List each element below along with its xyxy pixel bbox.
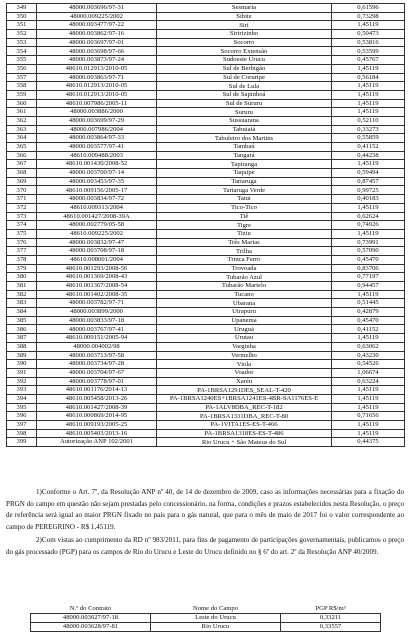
contract-number: 48000.003704/97-67 [37, 368, 157, 377]
pgp-cell-field: Rio Urucu [151, 623, 281, 632]
contract-number: 48000.003767/97-41 [37, 325, 157, 334]
contract-number: 48000.003577/97-41 [37, 143, 157, 152]
note-2: 2)Com vistas ao cumprimento da RD nº 983/2011, para fins de pagamento de participações governamentais, publicamos o preço do gás processado (PGP) para os campos de Rio do Urucu e Leste do Urucu definido no § 6º do art. 2º da Resolução ANP 40/2009. [6, 536, 404, 556]
pgp-cell-price: 0,33557 [281, 623, 381, 632]
contract-number: 48610.009156/2005-17 [37, 186, 157, 195]
pgp-header-row [31, 605, 381, 614]
contract-number: 48000.003734/97-28 [37, 360, 157, 369]
price-value: 0,44375 [332, 438, 405, 447]
row-number: 383 [7, 299, 37, 308]
table-row [7, 143, 405, 152]
notes [6, 487, 404, 561]
table-row [7, 342, 405, 351]
field-name: Siririzinho [157, 30, 332, 39]
contract-number: 48610.001176/2014-13 [37, 386, 157, 395]
price-value: 1,45119 [332, 386, 405, 395]
row-number: 354 [7, 47, 37, 56]
field-name: Sul de Berbigão [157, 64, 332, 73]
row-number: 379 [7, 264, 37, 273]
price-value: 0,99725 [332, 186, 405, 195]
table-row [7, 186, 405, 195]
prgn-table-body [7, 4, 405, 447]
table-row [7, 351, 405, 360]
row-number: 363 [7, 125, 37, 134]
row-number: 361 [7, 108, 37, 117]
table-row [7, 151, 405, 160]
table-row [7, 264, 405, 273]
field-name: Sururu [157, 108, 332, 117]
price-value: 0,73991 [332, 238, 405, 247]
row-number: 371 [7, 195, 37, 204]
price-value: 0,43230 [332, 351, 405, 360]
price-value: 1,45119 [332, 90, 405, 99]
contract-number: 48610.001427/2008-39A [37, 212, 157, 221]
price-value: 0,73298 [332, 12, 405, 21]
row-number: 372 [7, 203, 37, 212]
table-row [7, 134, 405, 143]
field-name: PA-1VITA1ES-ES-T-466 [157, 421, 332, 430]
field-name: Uruguá [157, 325, 332, 334]
table-row [7, 99, 405, 108]
row-number: 351 [7, 21, 37, 30]
field-name: Tubarão Martelo [157, 282, 332, 291]
field-name: Uirapuru [157, 308, 332, 317]
row-number: 352 [7, 30, 37, 39]
table-row [7, 38, 405, 47]
field-name: Upanema [157, 316, 332, 325]
contract-number: 48000.007986/2004 [37, 125, 157, 134]
table-row [7, 316, 405, 325]
pgp-header-price: PGP R$/m³ [281, 605, 381, 614]
table-row [7, 82, 405, 91]
table-row [7, 334, 405, 343]
table-row [7, 160, 405, 169]
row-number: 397 [7, 421, 37, 430]
contract-number: 48000.003697/97-01 [37, 38, 157, 47]
table-row [7, 169, 405, 178]
field-name: Sudoeste Urucu [157, 56, 332, 65]
price-value: 0,44238 [332, 151, 405, 160]
price-value: 0,63062 [332, 342, 405, 351]
price-value: 0,74926 [332, 221, 405, 230]
row-number: 386 [7, 325, 37, 334]
field-name: Tiziu [157, 229, 332, 238]
contract-number: 48000.003833/97-18 [37, 316, 157, 325]
contract-number: 48000.003863/97-71 [37, 73, 157, 82]
field-name: Trovoada [157, 264, 332, 273]
table-row [7, 299, 405, 308]
contract-number: 48610.007986/2005-11 [37, 99, 157, 108]
pgp-table [30, 605, 381, 632]
table-row [7, 282, 405, 291]
field-name: PA-1BRSA1240ES+1BRSA1241ES-4BR-SA1176ES-E [157, 394, 332, 403]
price-value: 1,45119 [332, 421, 405, 430]
field-name: Tucano [157, 290, 332, 299]
table-row [7, 360, 405, 369]
field-name: Sul de Coruripe [157, 73, 332, 82]
table-row [7, 255, 405, 264]
contract-number: 48000.003698/97-66 [37, 47, 157, 56]
contract-number: 48000.003699/97-29 [37, 116, 157, 125]
price-value: 1,45119 [332, 203, 405, 212]
row-number: 376 [7, 238, 37, 247]
field-name: Siri [157, 21, 332, 30]
price-value: 1,45119 [332, 160, 405, 169]
price-value: 0,42879 [332, 308, 405, 317]
row-number: 360 [7, 99, 37, 108]
price-value: 1,45119 [332, 229, 405, 238]
contract-number: 48000.009225/2002 [37, 12, 157, 21]
table-row [7, 116, 405, 125]
field-name: Varginha [157, 342, 332, 351]
table-row [7, 403, 405, 412]
table-row [7, 229, 405, 238]
field-name: Ubarana [157, 299, 332, 308]
field-name: Voador [157, 368, 332, 377]
price-value: 1,45119 [332, 64, 405, 73]
field-name: Sibite [157, 12, 332, 21]
row-number: 394 [7, 394, 37, 403]
field-name: Tartaruga Verde [157, 186, 332, 195]
price-value: 1,45119 [332, 394, 405, 403]
row-number: 384 [7, 308, 37, 317]
row-number: 387 [7, 334, 37, 343]
contract-number: 48000.003886/2000 [37, 108, 157, 117]
contract-number: 48610.009313/2004 [37, 203, 157, 212]
field-name: Tambaú [157, 143, 332, 152]
contract-number: 48000.003477/97-22 [37, 21, 157, 30]
field-name: Sul de Lula [157, 82, 332, 91]
table-row [7, 47, 405, 56]
row-number: 395 [7, 403, 37, 412]
price-value: 0,41152 [332, 325, 405, 334]
field-name: Tubarão Azul [157, 273, 332, 282]
price-value: 0,55859 [332, 134, 405, 143]
contract-number: 48000.003782/97-71 [37, 299, 157, 308]
table-row [7, 308, 405, 317]
field-name: Socorro [157, 38, 332, 47]
row-number: 369 [7, 177, 37, 186]
row-number: 380 [7, 273, 37, 282]
contract-number: 48000.004002/98 [37, 342, 157, 351]
table-row [7, 125, 405, 134]
row-number: 388 [7, 342, 37, 351]
price-value: 1,45119 [332, 21, 405, 30]
field-name: PA-1ALV8DBA_REC-T-182 [157, 403, 332, 412]
contract-number: 48610.001427/2008-39 [37, 403, 157, 412]
row-number: 364 [7, 134, 37, 143]
table-row [7, 30, 405, 39]
contract-number: 48610.005403/2013-16 [37, 429, 157, 438]
price-value: 1,45119 [332, 290, 405, 299]
row-number: 359 [7, 90, 37, 99]
row-number: 356 [7, 64, 37, 73]
row-number: 398 [7, 429, 37, 438]
price-value: 0,50473 [332, 30, 405, 39]
price-value: 0,33273 [332, 125, 405, 134]
field-name: Tabuleiro dos Martins [157, 134, 332, 143]
table-row [7, 273, 405, 282]
table-row [7, 177, 405, 186]
row-number: 392 [7, 377, 37, 386]
pgp-cell-contract: 48000.003628/97-81 [31, 623, 151, 632]
contract-number: 48000.003713/97-58 [37, 351, 157, 360]
contract-number: 48610.012913/2010-05 [37, 90, 157, 99]
field-name: PA-1BRSA1331DBA_REC-T-80 [157, 412, 332, 421]
price-value: 1,06674 [332, 368, 405, 377]
price-value: 0,53599 [332, 47, 405, 56]
price-value: 0,62624 [332, 212, 405, 221]
pgp-row [31, 614, 381, 623]
pgp-cell-field: Leste do Urucu [151, 614, 281, 623]
table-row [7, 90, 405, 99]
field-name: Tangará [157, 151, 332, 160]
contract-number: 48000.002779/05-58 [37, 221, 157, 230]
pgp-header-contract: N.º do Contrato [31, 605, 151, 614]
table-row [7, 12, 405, 21]
row-number: 366 [7, 151, 37, 160]
field-name: Rio Urucu + São Mateus do Sul [157, 438, 332, 447]
field-name: Tiê [157, 212, 332, 221]
field-name: Taquipe [157, 169, 332, 178]
price-value: 0,53816 [332, 38, 405, 47]
field-name: Tico-Tico [157, 203, 332, 212]
price-value: 0,87457 [332, 177, 405, 186]
row-number: 349 [7, 4, 37, 13]
contract-number: 48000.003778/97-01 [37, 377, 157, 386]
pgp-row [31, 623, 381, 632]
contract-number: 48610.000869/2014-95 [37, 412, 157, 421]
row-number: 375 [7, 229, 37, 238]
field-name: PA-1BRSA1291DES_SEAL-T-420 [157, 386, 332, 395]
table-row [7, 247, 405, 256]
price-value: 0,52110 [332, 116, 405, 125]
contract-number: 48610.001293/2008-56 [37, 264, 157, 273]
field-name: Socorro Extensão [157, 47, 332, 56]
price-value: 0,40183 [332, 195, 405, 204]
field-name: Três Marias [157, 238, 332, 247]
table-row [7, 377, 405, 386]
row-number: 396 [7, 412, 37, 421]
price-value: 0,83706 [332, 264, 405, 273]
contract-number: 48000.003832/97-47 [37, 238, 157, 247]
price-value: 0,45470 [332, 316, 405, 325]
contract-number: Autorização ANP 102/2001 [37, 438, 157, 447]
field-name: PA-1BRSA1318ES-ES-T-486 [157, 429, 332, 438]
field-name: Xaréu [157, 377, 332, 386]
table-row [7, 429, 405, 438]
table-row [7, 203, 405, 212]
row-number: 377 [7, 247, 37, 256]
price-value: 1,45119 [332, 403, 405, 412]
row-number: 365 [7, 143, 37, 152]
contract-number: 48000.003862/97-16 [37, 30, 157, 39]
note-1: 1)Conforme o Art. 7º, da Resolução ANP nº 40, de 14 de dezembro de 2009, caso as informações necessárias para a fixação do PRGN do campo em questão não sejam prestadas pelo concessionário, na forma, condições e prazos estabelecidos nesta Resolução, o preço de referência será igual ao maior PRGN fixado no país para o gás natural, que para o mês de maio de 2017 foi o valor correspondente ao campo de PEREGRINO - R$ 1,45119. [6, 488, 404, 531]
field-name: Viola [157, 360, 332, 369]
row-number: 358 [7, 82, 37, 91]
row-number: 370 [7, 186, 37, 195]
row-number: 362 [7, 116, 37, 125]
contract-number: 48610.009193/2005-25 [37, 421, 157, 430]
field-name: Tatui [157, 195, 332, 204]
table-row [7, 221, 405, 230]
table-row [7, 4, 405, 13]
price-value: 1,45119 [332, 108, 405, 117]
table-row [7, 386, 405, 395]
row-number: 393 [7, 386, 37, 395]
row-number: 368 [7, 169, 37, 178]
table-row [7, 195, 405, 204]
price-value: 1,45119 [332, 429, 405, 438]
contract-number: 48000.003834/97-72 [37, 195, 157, 204]
price-value: 0,77197 [332, 273, 405, 282]
price-value: 0,56184 [332, 73, 405, 82]
contract-number: 48610.005458/2013-26 [37, 394, 157, 403]
price-value: 1,45119 [332, 334, 405, 343]
row-number: 389 [7, 351, 37, 360]
row-number: 367 [7, 160, 37, 169]
contract-number: 48610.009225/2002 [37, 229, 157, 238]
contract-number: 48000.003700/97-14 [37, 169, 157, 178]
field-name: Tigre [157, 221, 332, 230]
field-name: Vermelho [157, 351, 332, 360]
price-value: 1,45119 [332, 99, 405, 108]
table-row [7, 73, 405, 82]
table-row [7, 438, 405, 447]
table-row [7, 21, 405, 30]
contract-number: 48000.003864/97-33 [37, 134, 157, 143]
price-value: 0,45470 [332, 255, 405, 264]
field-name: Trilha [157, 247, 332, 256]
field-name: Trinca Ferro [157, 255, 332, 264]
table-row [7, 325, 405, 334]
table-row [7, 412, 405, 421]
table-row [7, 421, 405, 430]
row-number: 390 [7, 360, 37, 369]
contract-number: 48610.001367/2008-54 [37, 282, 157, 291]
row-number: 355 [7, 56, 37, 65]
price-value: 0,61596 [332, 4, 405, 13]
table-row [7, 290, 405, 299]
row-number: 350 [7, 12, 37, 21]
table-row [7, 368, 405, 377]
price-value: 0,71656 [332, 412, 405, 421]
contract-number: 48000.003696/97-31 [37, 4, 157, 13]
price-value: 0,94457 [332, 282, 405, 291]
contract-number: 48610.009488/2003 [37, 151, 157, 160]
table-row [7, 108, 405, 117]
price-value: 0,54526 [332, 360, 405, 369]
row-number: 373 [7, 212, 37, 221]
row-number: 357 [7, 73, 37, 82]
row-number: 353 [7, 38, 37, 47]
row-number: 385 [7, 316, 37, 325]
table-row [7, 238, 405, 247]
contract-number: 48610.001369/2008-43 [37, 273, 157, 282]
field-name: Tartaruga [157, 177, 332, 186]
row-number: 374 [7, 221, 37, 230]
table-row [7, 394, 405, 403]
price-value: 0,51445 [332, 299, 405, 308]
row-number: 381 [7, 282, 37, 291]
contract-number: 48610.012913/2010-05 [37, 82, 157, 91]
contract-number: 48610.012913/2010-05 [37, 64, 157, 73]
table-row [7, 64, 405, 73]
contract-number: 48610.001402/2008-35 [37, 290, 157, 299]
row-number: 378 [7, 255, 37, 264]
field-name: Urutau [157, 334, 332, 343]
contract-number: 48610.008001/2004 [37, 255, 157, 264]
field-name: Tabuiaiá [157, 125, 332, 134]
field-name: Sussuarana [157, 116, 332, 125]
prgn-table [6, 3, 405, 447]
price-value: 0,59494 [332, 169, 405, 178]
contract-number: 48610.001430/2008-52 [37, 160, 157, 169]
price-value: 0,41152 [332, 143, 405, 152]
contract-number: 48610.009151/2005-94 [37, 334, 157, 343]
row-number: 391 [7, 368, 37, 377]
contract-number: 48000.003899/2000 [37, 308, 157, 317]
field-name: Sul de Sururu [157, 99, 332, 108]
price-value: 1,45119 [332, 82, 405, 91]
contract-number: 48000.003708/97-18 [37, 247, 157, 256]
pgp-header-field: Nome do Campo [151, 605, 281, 614]
price-value: 0,63224 [332, 377, 405, 386]
price-value: 0,45767 [332, 56, 405, 65]
pgp-cell-price: 0,33211 [281, 614, 381, 623]
table-row [7, 56, 405, 65]
field-name: Sesmaria [157, 4, 332, 13]
row-number: 382 [7, 290, 37, 299]
contract-number: 48000.003453/97-35 [37, 177, 157, 186]
row-number: 399 [7, 438, 37, 447]
pgp-cell-contract: 48000.003627/97-18 [31, 614, 151, 623]
field-name: Sul de Sapinhoá [157, 90, 332, 99]
contract-number: 48000.003873/97-24 [37, 56, 157, 65]
table-row [7, 212, 405, 221]
price-value: 0,57090 [332, 247, 405, 256]
field-name: Tapiranga [157, 160, 332, 169]
